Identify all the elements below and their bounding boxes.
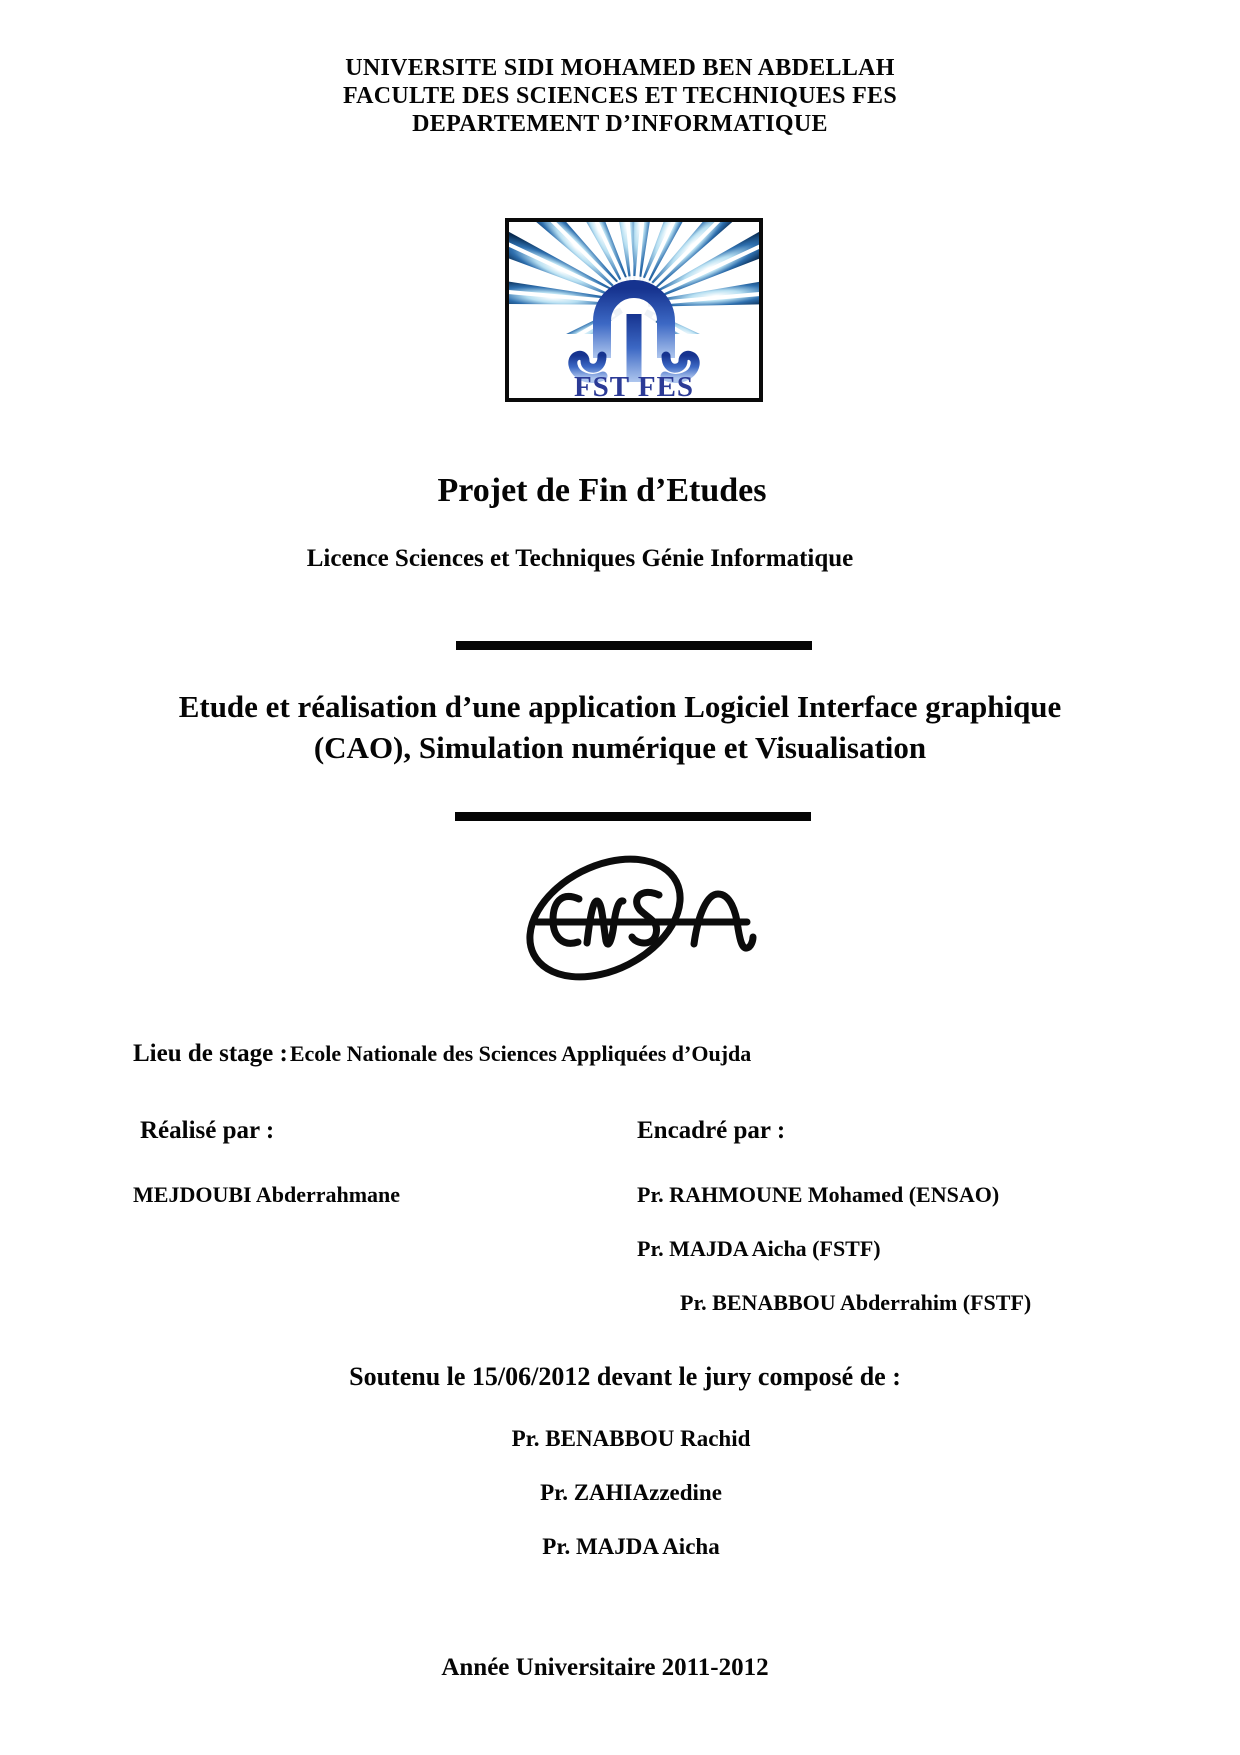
divider-bar-top [456, 641, 812, 650]
department-name: DEPARTEMENT D’INFORMATIQUE [412, 111, 828, 137]
supervisor-2: Pr. MAJDA Aicha (FSTF) [637, 1236, 881, 1261]
project-title-line2: (CAO), Simulation numérique et Visualisation [313, 730, 927, 765]
fst-fes-logo [505, 218, 763, 402]
project-title-line1: Etude et réalisation d’une application Logiciel Interface graphique [178, 689, 1062, 724]
jury-member-2: Pr. ZAHIAzzedine [540, 1480, 722, 1505]
supervised-by-label: Encadré par : [637, 1117, 786, 1144]
ensa-logo [513, 845, 763, 985]
report-title: Projet de Fin d’Etudes [437, 472, 767, 509]
internship-label: Lieu de stage : [133, 1040, 288, 1067]
internship-value: Ecole Nationale des Sciences Appliquées d’Oujda [289, 1041, 752, 1066]
project-title [0, 686, 1240, 768]
defense-heading: Soutenu le 15/06/2012 devant le jury composé de : [349, 1362, 901, 1391]
academic-year-footer: Année Universitaire 2011-2012 [441, 1654, 769, 1681]
university-name: UNIVERSITE SIDI MOHAMED BEN ABDELLAH [345, 55, 895, 81]
realized-by-label: Réalisé par : [140, 1117, 275, 1144]
realized-by-name: MEJDOUBI Abderrahmane [133, 1182, 401, 1207]
supervisor-1: Pr. RAHMOUNE Mohamed (ENSAO) [637, 1182, 1000, 1207]
jury-member-3: Pr. MAJDA Aicha [542, 1534, 720, 1559]
fst-logo-caption: FST FES [573, 371, 695, 402]
fst-fes-logo-icon [505, 218, 763, 402]
supervisor-3: Pr. BENABBOU Abderrahim (FSTF) [680, 1290, 1032, 1315]
internship-line [133, 1040, 751, 1068]
university-header [0, 54, 1240, 138]
jury-member-1: Pr. BENABBOU Rachid [511, 1426, 751, 1451]
divider-bar-bottom [455, 812, 811, 821]
ensa-logo-icon [513, 845, 763, 985]
faculty-name: FACULTE DES SCIENCES ET TECHNIQUES FES [342, 83, 898, 109]
degree-subtitle: Licence Sciences et Techniques Génie Informatique [306, 545, 854, 572]
